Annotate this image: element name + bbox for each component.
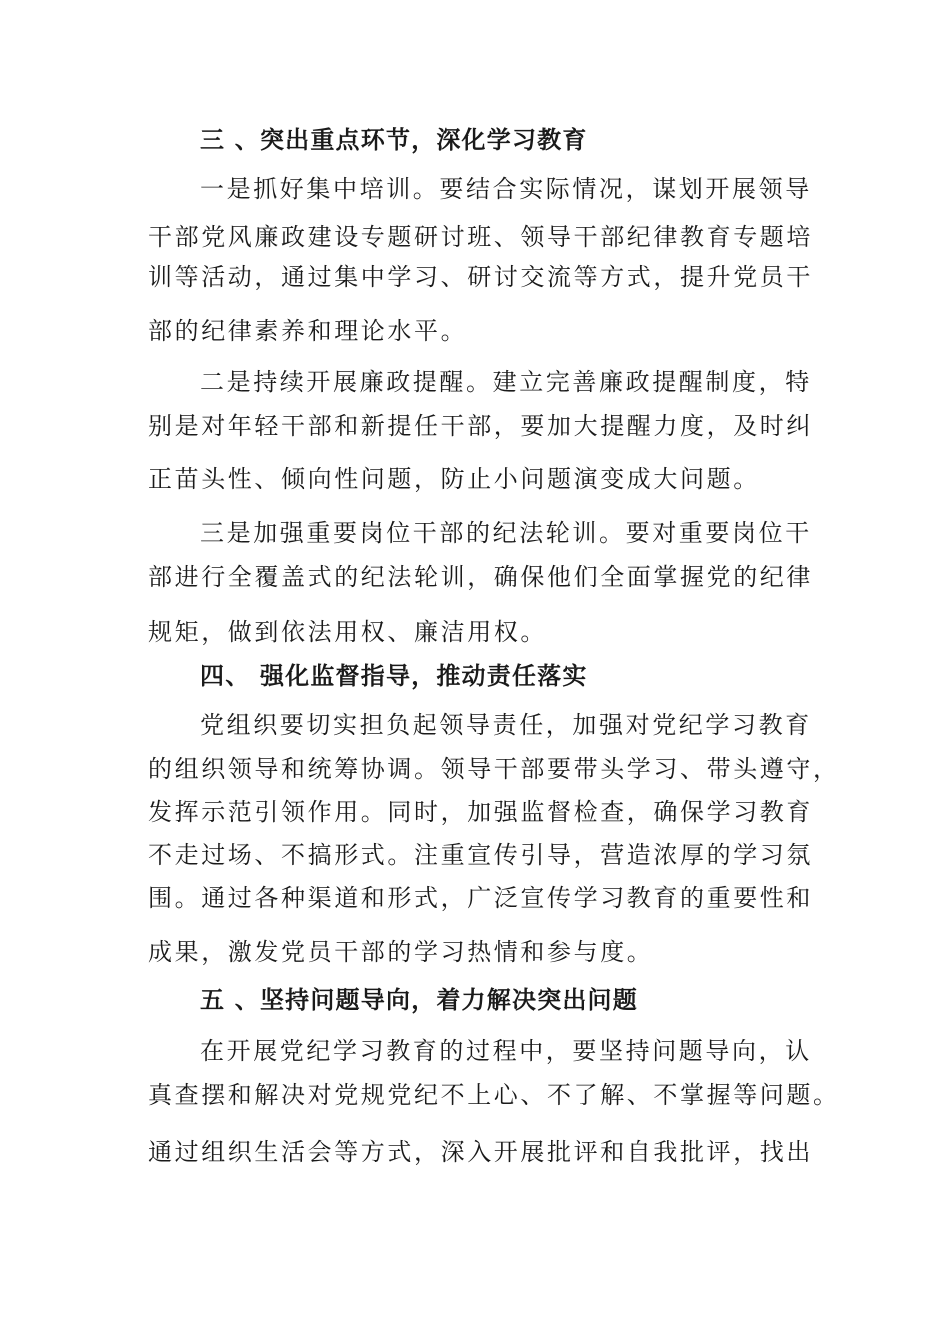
- paragraph-line: 干部党风廉政建设专题研讨班、领导干部纪律教育专题培: [148, 223, 813, 251]
- paragraph-line: 训等活动，通过集中学习、研讨交流等方式，提升党员干: [148, 263, 813, 291]
- section-heading-4: 四、 强化监督指导，推动责任落实: [200, 662, 588, 690]
- paragraph-line: 成果，激发党员干部的学习热情和参与度。: [148, 938, 654, 966]
- paragraph-line: 部进行全覆盖式的纪法轮训，确保他们全面掌握党的纪律: [148, 563, 813, 591]
- paragraph-line: 的组织领导和统筹协调。领导干部要带头学习、带头遵守，: [148, 755, 840, 783]
- paragraph-line: 二是持续开展廉政提醒。建立完善廉政提醒制度，特: [200, 368, 812, 396]
- section-heading-5: 五 、坚持问题导向，着力解决突出问题: [200, 986, 638, 1014]
- paragraph-line: 发挥示范引领作用。同时，加强监督检查，确保学习教育: [148, 798, 813, 826]
- paragraph-line: 党组织要切实担负起领导责任，加强对党纪学习教育: [200, 711, 812, 739]
- paragraph-line: 正苗头性、倾向性问题，防止小问题演变成大问题。: [148, 465, 760, 493]
- paragraph-line: 通过组织生活会等方式，深入开展批评和自我批评，找出: [148, 1138, 813, 1166]
- paragraph-line: 一是抓好集中培训。要结合实际情况，谋划开展领导: [200, 175, 812, 203]
- paragraph-line: 围。通过各种渠道和形式，广泛宣传学习教育的重要性和: [148, 884, 813, 912]
- paragraph-line: 三是加强重要岗位干部的纪法轮训。要对重要岗位干: [200, 519, 812, 547]
- paragraph-line: 规矩，做到依法用权、廉洁用权。: [148, 618, 547, 646]
- paragraph-line: 在开展党纪学习教育的过程中，要坚持问题导向，认: [200, 1037, 812, 1065]
- paragraph-line: 部的纪律素养和理论水平。: [148, 317, 468, 345]
- paragraph-line: 真查摆和解决对党规党纪不上心、不了解、不掌握等问题。: [148, 1081, 840, 1109]
- paragraph-line: 不走过场、不搞形式。注重宣传引导，营造浓厚的学习氛: [148, 841, 813, 869]
- paragraph-line: 别是对年轻干部和新提任干部，要加大提醒力度，及时纠: [148, 412, 813, 440]
- section-heading-3: 三 、突出重点环节，深化学习教育: [200, 126, 588, 154]
